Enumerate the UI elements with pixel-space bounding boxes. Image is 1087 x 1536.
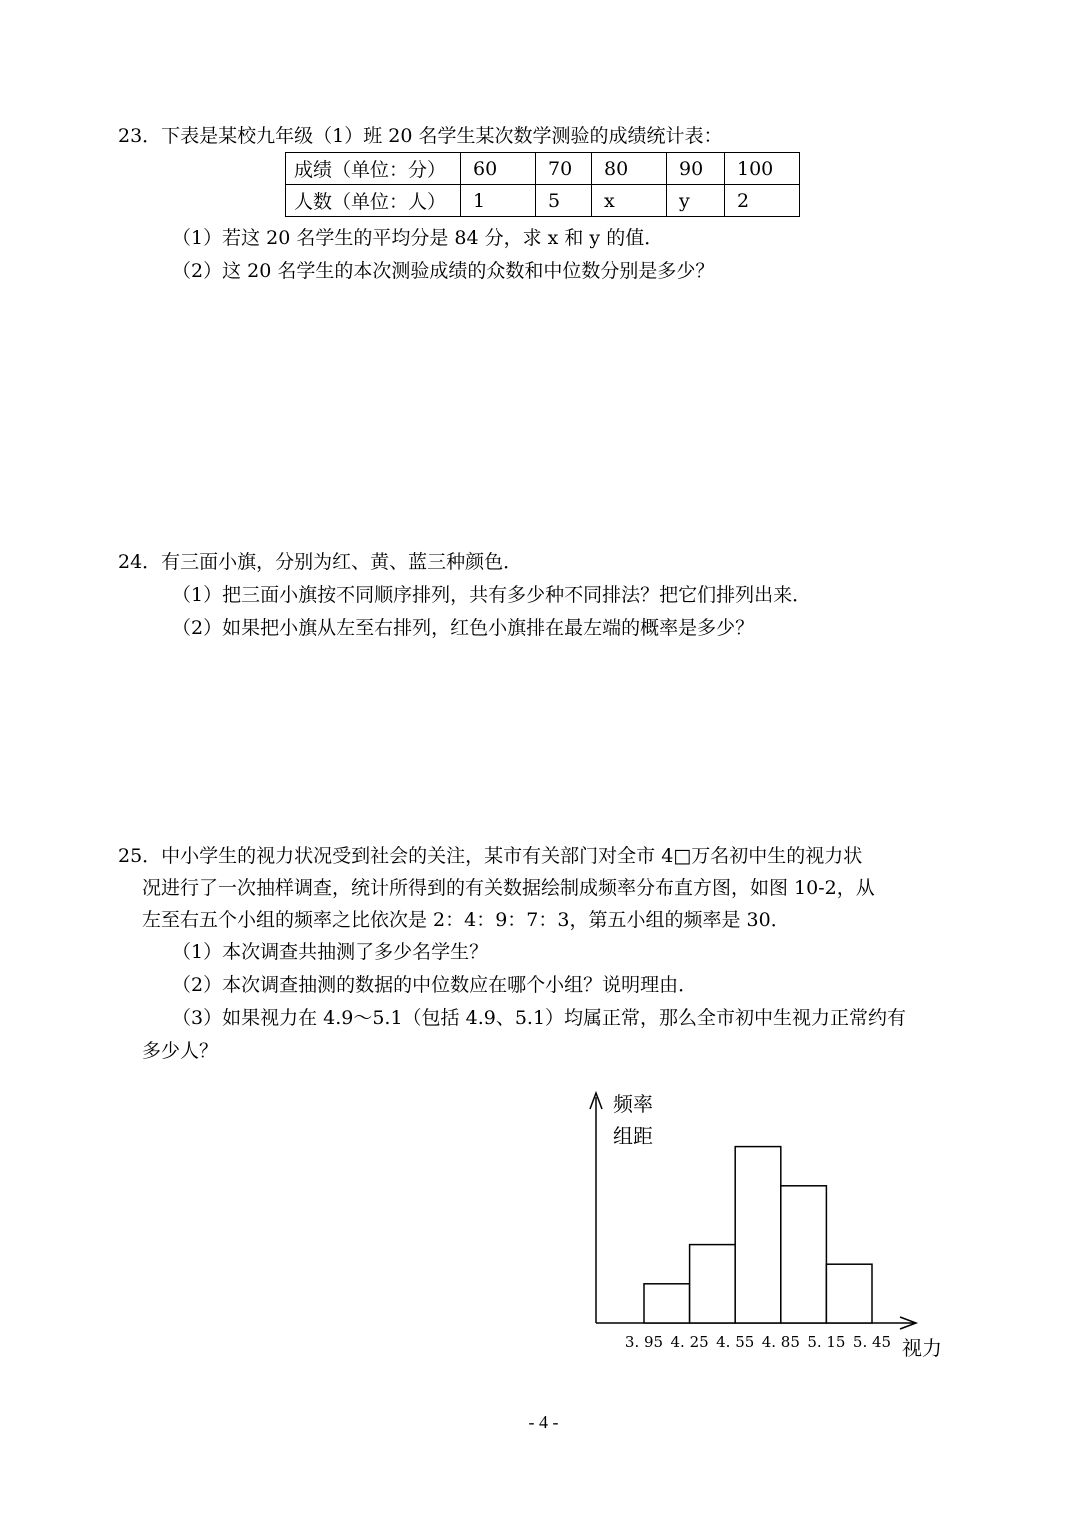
histogram-bar — [735, 1147, 781, 1323]
x-tick-label: 5. 15 — [807, 1333, 846, 1351]
histogram-bar — [826, 1264, 872, 1323]
frequency-histogram — [580, 1085, 960, 1375]
table-cell: 70 — [536, 153, 592, 185]
q23-part1: （1）若这 20 名学生的平均分是 84 分，求 x 和 y 的值． — [172, 227, 664, 249]
table-cell: 2 — [725, 185, 800, 217]
y-label-top: 频率 — [613, 1092, 653, 1116]
q25-part3-line2: 多少人？ — [142, 1040, 219, 1062]
table-cell: 100 — [725, 153, 800, 185]
q25-stem-line3: 左至右五个小组的频率之比依次是 2：4：9：7：3，第五小组的频率是 30． — [142, 909, 790, 931]
histogram-bar — [781, 1186, 827, 1323]
q25-part3-line1: （3）如果视力在 4.9～5.1（包括 4.9、5.1）均属正常，那么全市初中生视力正常约有 — [172, 1007, 907, 1029]
x-tick-label: 4. 55 — [716, 1333, 755, 1351]
page-number: - 4 - — [528, 1412, 559, 1432]
histogram-bar — [644, 1284, 690, 1323]
table-row — [286, 185, 800, 217]
table-row — [286, 153, 800, 185]
q25-stem-line2: 况进行了一次抽样调查，统计所得到的有关数据绘制成频率分布直方图，如图 10-2，从 — [142, 877, 875, 899]
x-label: 视力 — [902, 1336, 942, 1360]
q23-stem: 23．下表是某校九年级（1）班 20 名学生某次数学测验的成绩统计表： — [118, 125, 723, 147]
q25-part2: （2）本次调查抽测的数据的中位数应在哪个小组？说明理由． — [172, 974, 698, 996]
table-cell: 成绩（单位：分） — [286, 153, 461, 185]
table-cell: y — [667, 185, 725, 217]
table-cell: x — [592, 185, 667, 217]
x-tick-label: 4. 25 — [670, 1333, 709, 1351]
x-tick-label: 5. 45 — [852, 1333, 892, 1351]
x-tick-label: 4. 85 — [761, 1333, 800, 1351]
y-label-bottom: 组距 — [613, 1124, 653, 1148]
histogram-bar — [690, 1245, 736, 1323]
q25-stem-line1: 25．中小学生的视力状况受到社会的关注，某市有关部门对全市 4□万名初中生的视力状 — [118, 845, 863, 867]
q23-part2: （2）这 20 名学生的本次测验成绩的众数和中位数分别是多少？ — [172, 260, 715, 282]
q24-part1: （1）把三面小旗按不同顺序排列，共有多少种不同排法？把它们排列出来． — [172, 584, 812, 606]
q25-part1: （1）本次调查共抽测了多少名学生？ — [172, 941, 489, 963]
q24-stem: 24．有三面小旗，分别为红、黄、蓝三种颜色． — [118, 551, 523, 573]
table-cell: 5 — [536, 185, 592, 217]
table-cell: 1 — [461, 185, 536, 217]
q24-part2: （2）如果把小旗从左至右排列，红色小旗排在最左端的概率是多少？ — [172, 617, 755, 639]
x-tick-label: 3. 95 — [624, 1333, 664, 1351]
table-cell: 90 — [667, 153, 725, 185]
score-table — [285, 152, 800, 217]
table-cell: 60 — [461, 153, 536, 185]
table-cell: 80 — [592, 153, 667, 185]
table-cell: 人数（单位：人） — [286, 185, 461, 217]
